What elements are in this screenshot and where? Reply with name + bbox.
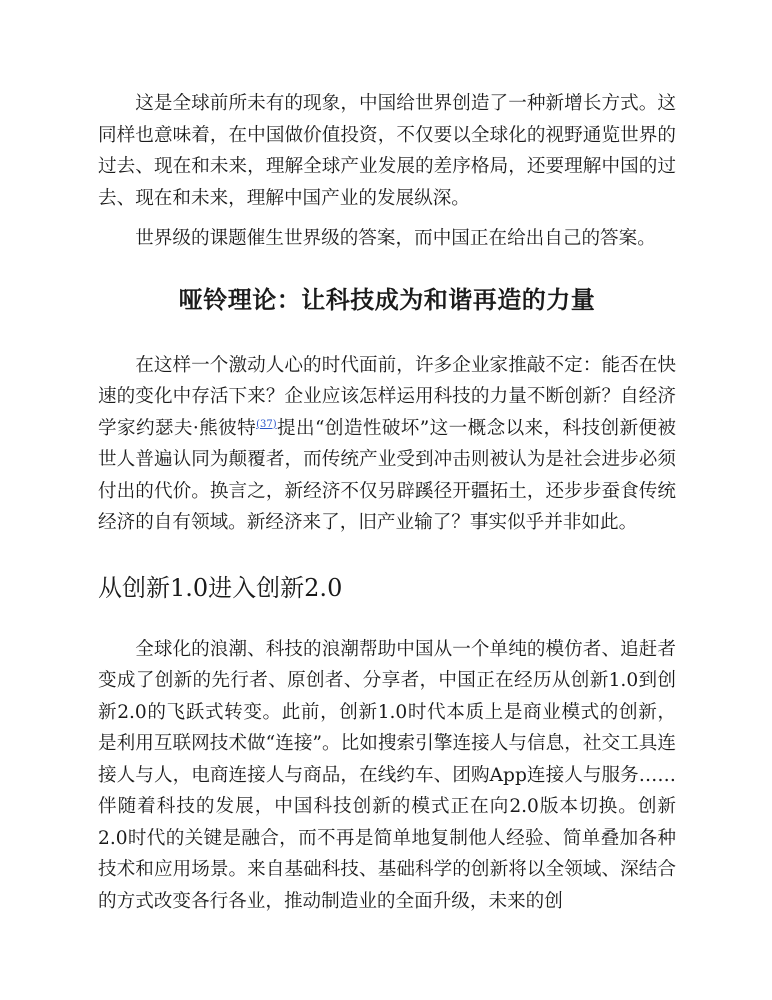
page-body	[98, 88, 676, 917]
section-title: 从创新1.0进入创新2.0	[98, 573, 343, 602]
paragraph-growth-mode: 这是全球前所未有的现象，中国给世界创造了一种新增长方式。这同样也意味着，在中国做价值投资，不仅要以全球化的视野通览世界的过去、现在和未来，理解全球产业发展的差序格局，还要理解中国的过去、现在和未来，理解中国产业的发展纵深。	[98, 93, 676, 209]
paragraph-text-after-footnote: 提出“创造性破坏”这一概念以来，科技创新便被世人普遍认同为颠覆者，而传统产业受到冲击则被认为是社会进步必须付出的代价。换言之，新经济不仅另辟蹊径开疆拓土，还步步蚕食传统经济的自有领域。新经济来了，旧产业输了？事实似乎并非如此。	[98, 417, 676, 533]
paragraph-text-before-footnote: 在这样一个激动人心的时代面前，许多企业家推敲不定：能否在快速的变化中存活下来？企业应该怎样运用科技的力量不断创新？自经济学家约瑟夫·熊彼特	[98, 354, 676, 439]
footnote-link[interactable]: (37)	[256, 418, 277, 430]
paragraph-creative-destruction	[98, 350, 676, 539]
chapter-title: 哑铃理论：让科技成为和谐再造的力量	[178, 284, 596, 314]
paragraph-innovation-shift: 全球化的浪潮、科技的浪潮帮助中国从一个单纯的模仿者、追赶者变成了创新的先行者、原创者、分享者，中国正在经历从创新1.0到创新2.0的飞跃式转变。此前，创新1.0时代本质上是商业模式的创新，是利用互联网技术做“连接”。比如搜索引擎连接人与信息，社交工具连接人与人，电商连接人与商品，在线约车、团购App连接人与服务……伴随着科技的发展，中国科技创新的模式正在向2.0版本切换。创新2.0时代的关键是融合，而不再是简单地复制他人经验、简单叠加各种技术和应用场景。来自基础科技、基础科学的创新将以全领域、深结合的方式改变各行各业，推动制造业的全面升级，未来的创	[98, 638, 676, 912]
paragraph-world-answer: 世界级的课题催生世界级的答案，而中国正在给出自己的答案。	[135, 228, 656, 249]
